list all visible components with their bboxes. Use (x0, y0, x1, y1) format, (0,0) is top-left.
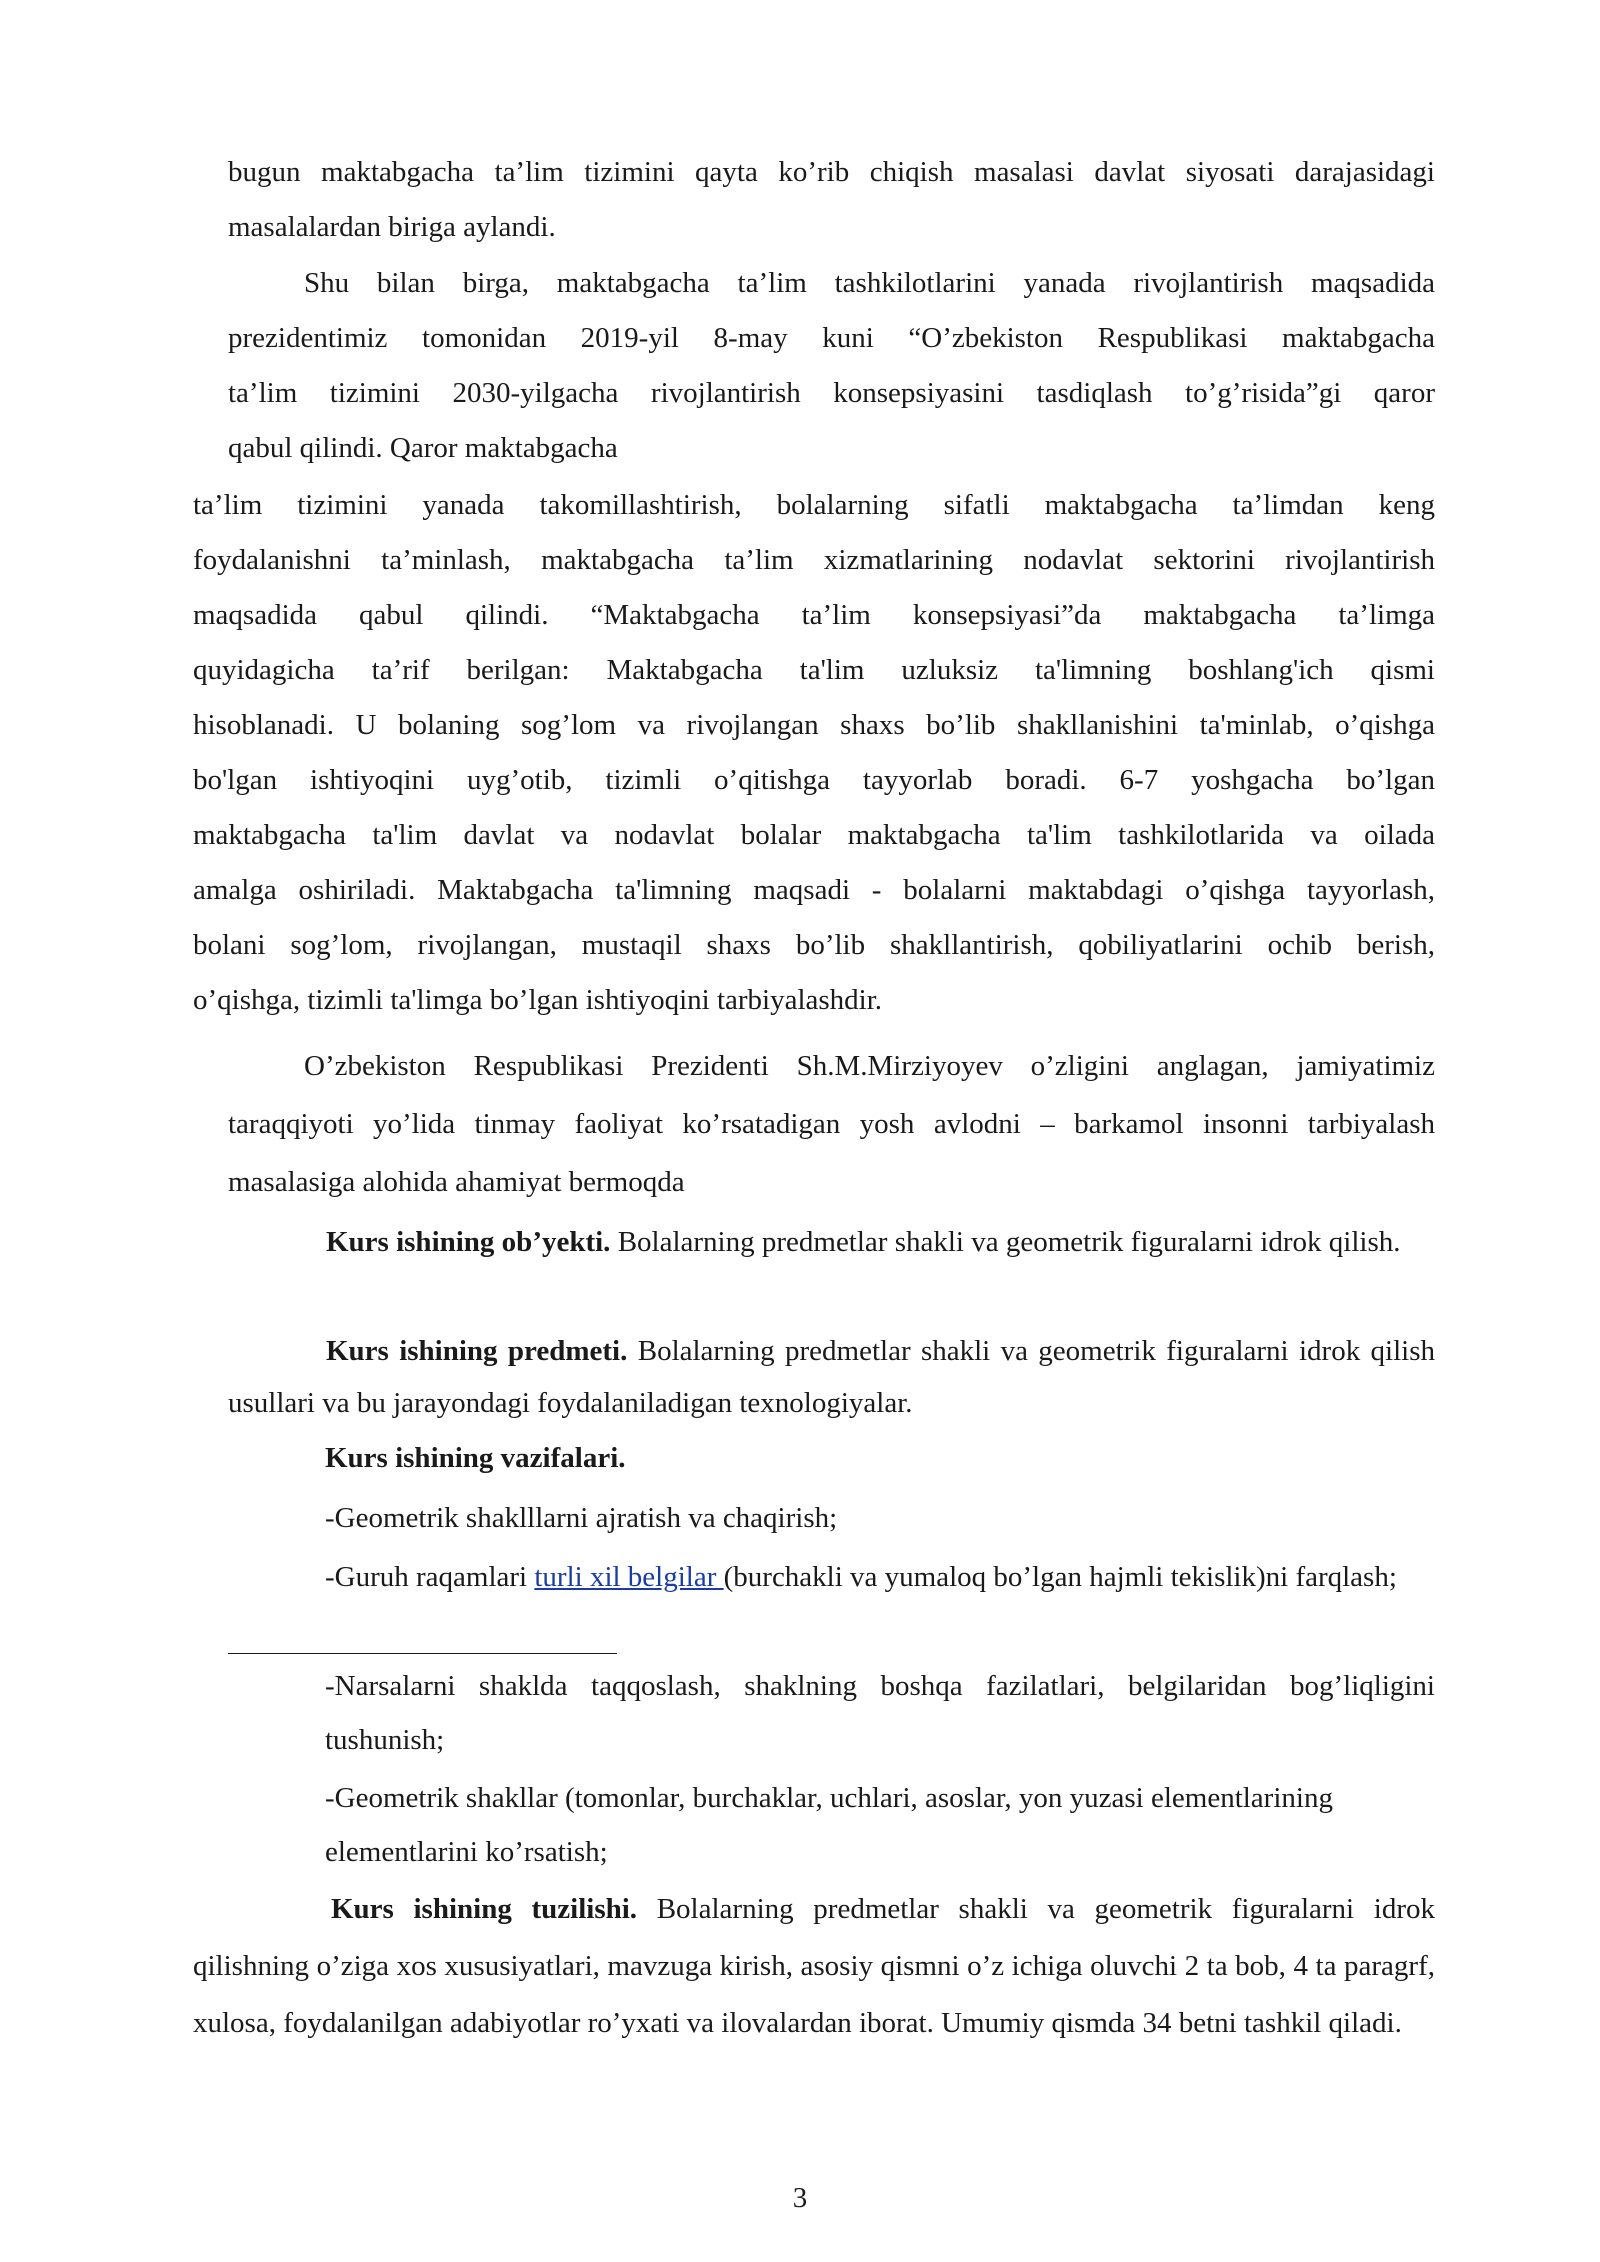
paragraph-course-structure (193, 1881, 1435, 2052)
text-line: O’zbekiston Respublikasi Prezidenti Sh.M.Mirziyoyev o’zligini anglagan, jamiyatimiz (304, 1050, 1435, 1082)
text-line: bugun maktabgacha ta’lim tizimini qayta ko’rib chiqish masalasi davlat siyosati darajasidagi (228, 156, 1435, 188)
footnote-separator (228, 1653, 617, 1654)
text-line: prezidentimiz tomonidan 2019-yil 8-may kuni “O’zbekiston Respublikasi maktabgacha (228, 322, 1435, 354)
text-line: maqsadida qabul qilindi. “Maktabgacha ta’lim konsepsiyasi”da maktabgacha ta’limga (193, 599, 1435, 631)
paragraph-presidential-decree (228, 256, 1435, 476)
text-line: bolani sog’lom, rivojlangan, mustaqil shaxs bo’lib shakllantirish, qobiliyatlarini ochib berish, (193, 929, 1435, 961)
page-number: 3 (792, 2182, 808, 2214)
text-line: masalasiga alohida ahamiyat bermoqda (228, 1166, 685, 1198)
course-tasks-heading: Kurs ishining vazifalari. (325, 1442, 626, 1474)
text-line: bo'lgan ishtiyoqini uyg’otib, tizimli o’qitishga tayyorlab boradi. 6-7 yoshgacha bo’lgan (193, 764, 1435, 796)
course-object-label: Kurs ishining ob’yekti. (326, 1226, 611, 1258)
task-item-2-link[interactable]: turli xil belgilar (534, 1561, 724, 1593)
course-subject-text: Bolalarning predmetlar shakli va geometrik figuralarni idrok qilish usullari va bu jarayondagi foydalaniladigan texnologiyalar. (228, 1335, 1436, 1419)
task-item-1: -Geometrik shaklllarni ajratish va chaqirish; (325, 1502, 838, 1534)
paragraph-president-youth (228, 1037, 1435, 1211)
text-line: amalga oshiriladi. Maktabgacha ta'limning maqsadi - bolalarni maktabdagi o’qishga tayyorlash, (193, 874, 1435, 906)
paragraph-concept-definition (193, 478, 1435, 1028)
text-line: quyidagicha ta’rif berilgan: Maktabgacha ta'lim uzluksiz ta'limning boshlang'ich qismi (193, 654, 1435, 686)
text-line: qabul qilindi. Qaror maktabgacha (228, 432, 618, 464)
task-item-3: -Narsalarni shaklda taqqoslash, shaklning boshqa fazilatlari, belgilaridan bog’liqligini tushunish; (325, 1670, 1435, 1756)
task-item-2-text-end: (burchakli va yumaloq bo’lgan hajmli tekislik)ni farqlash; (723, 1561, 1397, 1593)
text-line: masalalardan biriga aylandi. (228, 211, 556, 243)
text-line: ta’lim tizimini 2030-yilgacha rivojlantirish konsepsiyasini tasdiqlash to’g’risida”gi qaror (228, 377, 1435, 409)
text-line: maktabgacha ta'lim davlat va nodavlat bolalar maktabgacha ta'lim tashkilotlarida va oilada (193, 819, 1435, 851)
text-line: o’qishga, tizimli ta'limga bo’lgan ishtiyoqini tarbiyalashdir. (193, 984, 883, 1016)
text-line: taraqqiyoti yo’lida tinmay faoliyat ko’rsatadigan yosh avlodni – barkamol insonni tarbiyalash (228, 1108, 1435, 1140)
course-object-text: Bolalarning predmetlar shakli va geometrik figuralarni idrok qilish. (610, 1226, 1401, 1258)
text-line: Shu bilan birga, maktabgacha ta’lim tashkilotlarini yanada rivojlantirish maqsadida (304, 267, 1435, 299)
task-item-2 (325, 1550, 1435, 1604)
task-item-4: -Geometrik shakllar (tomonlar, burchaklar, uchlari, asoslar, yon yuzasi elementlarining elementlarini ko’rsatish; (325, 1782, 1333, 1868)
course-structure-text: Bolalarning predmetlar shakli va geometrik figuralarni idrok qilishning o’ziga xos xususiyatlari, mavzuga kirish, asosiy qismni o’z ichiga oluvchi 2 ta bob, 4 ta paragrf, xulosa, foydalanilgan adabiyotlar ro’yxati va ilovalardan iborat. Umumiy qismda 34 betni tashkil qiladi. (193, 1893, 1435, 2039)
text-line: hisoblanadi. U bolaning sog’lom va rivojlangan shaxs bo’lib shakllanishini ta'minlab, o’qishga (193, 709, 1435, 741)
paragraph-course-object (228, 1215, 1433, 1269)
paragraph-course-subject (228, 1325, 1435, 1429)
course-subject-label: Kurs ishining predmeti. (326, 1335, 628, 1367)
text-line: foydalanishni ta’minlash, maktabgacha ta’lim xizmatlarining nodavlat sektorini rivojlantirish (193, 544, 1435, 576)
course-structure-label: Kurs ishining tuzilishi. (331, 1893, 638, 1925)
text-line: ta’lim tizimini yanada takomillashtirish, bolalarning sifatli maktabgacha ta’limdan keng (193, 489, 1435, 521)
paragraph-intro-continuation (228, 145, 1435, 255)
task-item-2-text: -Guruh raqamlari (325, 1561, 535, 1593)
